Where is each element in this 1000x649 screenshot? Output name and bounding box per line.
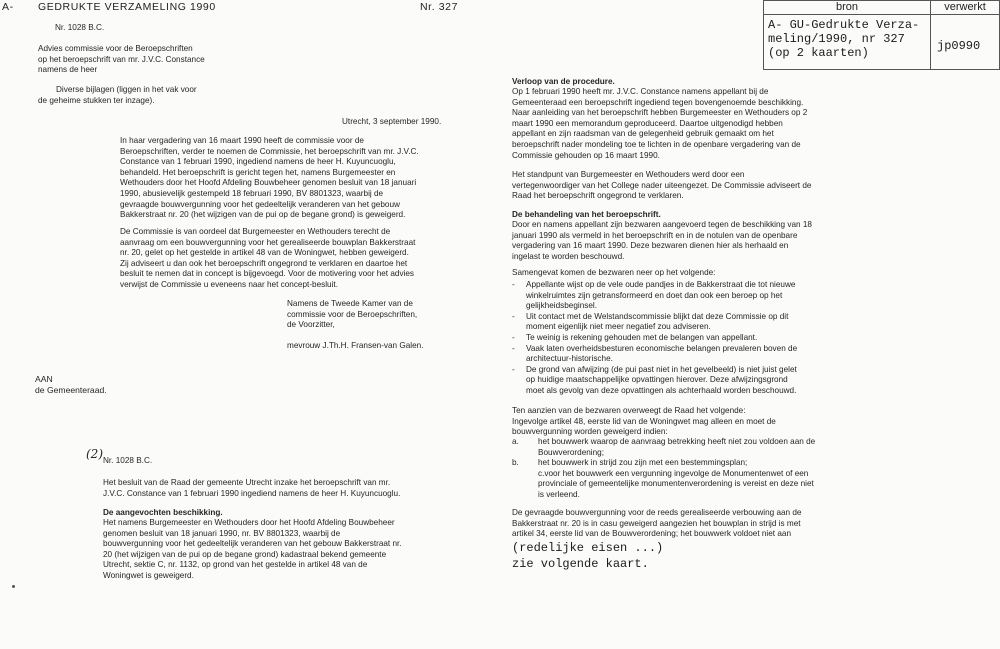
- text-line: aanvraag om een bouwvergunning voor het gerealiseerde bouwplan Bakkerstraat: [120, 237, 416, 247]
- text-line: verwijst de Commissie u eveneens naar het concept-besluit.: [120, 279, 338, 289]
- card2-marker: (2): [86, 447, 103, 461]
- text-line: Constance van 1 februari 1990, ingediend namens de heer H. Kuyuncuoglu,: [120, 157, 396, 167]
- source-header-bron: bron: [764, 1, 931, 15]
- speck-mark: [12, 585, 15, 588]
- text-line: (redelijke eisen ...): [512, 541, 664, 555]
- treatment-heading: De behandeling van het beroepschrift.: [512, 210, 661, 219]
- text-line: Commissie gehouden op 16 maart 1990.: [512, 150, 660, 160]
- text-line: namens de heer: [38, 65, 98, 75]
- text-line: bouwvergunning worden geweigerd indien:: [512, 427, 668, 437]
- document-number: Nr. 327: [420, 1, 459, 13]
- list-dash: -: [512, 364, 515, 374]
- text-line: Bakkerstraat nr. 20 (het wijzigen van de pui op de begane grond) is geweigerd.: [120, 210, 406, 220]
- card2-reference: Nr. 1028 B.C.: [103, 456, 153, 465]
- text-line: c.voor het bouwwerk een vergunning ingevolge de Monumentenwet of een: [538, 468, 809, 478]
- text-line: Bouwverordening;: [538, 447, 604, 457]
- addressee: [35, 374, 107, 395]
- source-table: [763, 0, 1000, 70]
- text-line: Het besluit van de Raad der gemeente Utrecht inzake het beroepschrift van mr.: [103, 478, 391, 487]
- text-line: Naar aanleiding van het beroepschrift hebben Burgemeester en Wethouders op 2: [512, 108, 808, 118]
- text-line: maart 1990 een memorandum geproduceerd. Daartoe uitgenodigd hebben: [512, 118, 783, 128]
- text-line: Ten aanzien van de bezwaren overweegt de Raad het volgende:: [512, 406, 746, 415]
- standpoint-text: [512, 170, 811, 202]
- text-line: vergadering van 16 maart 1990. Deze bezwaren dienen hier als herhaald en: [512, 241, 789, 251]
- text-line: Gemeenteraad een beroepschrift ingediend tegen bovengenoemde beschikking.: [512, 97, 804, 107]
- text-line: 20 (het wijzigen van de pui op de begane grond) kadastraal bekend gemeente: [103, 549, 387, 559]
- text-line: Wethouders door het Hoofd Afdeling Bouwbeheer genomen besluit van 18 januari: [120, 178, 417, 188]
- signatory-name: mevrouw J.Th.H. Fransen-van Galen.: [287, 341, 424, 350]
- text-line: Appellante wijst op de vele oude pandjes in de Bakkerstraat die tot nieuwe: [526, 280, 796, 289]
- list-item: [512, 333, 797, 344]
- text-line: winkelruimtes zijn getransformeerd en doet dan ook een beroep op het: [526, 290, 783, 300]
- text-line: Woningwet is geweigerd.: [103, 570, 194, 580]
- source-reference: [764, 15, 931, 70]
- condition-label: a.: [512, 437, 519, 446]
- text-line: gevraagde bouwvergunning voor het gedeeltelijk veranderen van het gebouw: [120, 199, 400, 209]
- text-line: vertegenwoordiger van het College nader uiteengezet. De Commissie adviseert de: [512, 180, 812, 190]
- text-line: 1990, abusievelijk gestempeld 18 februari 1990, BV 8801323, waarbij de: [120, 188, 384, 198]
- list-dash: -: [512, 343, 515, 353]
- card1-enclosures: [38, 85, 197, 106]
- contested-heading: De aangevochten beschikking.: [103, 508, 223, 517]
- text-line: J.V.C. Constance van 1 februari 1990 ingediend namens de heer H. Kuyuncuoglu.: [103, 488, 401, 498]
- text-line: Beroepschriften, verder te noemen de Commissie, het beroepschrift van mr. J.V.C.: [120, 146, 419, 156]
- text-line: besluit te nemen dat in concept is bijgevoegd. Voor de motivering voor het advies: [120, 269, 415, 279]
- list-item: [512, 344, 797, 365]
- text-line: ingelast te worden beschouwd.: [512, 251, 625, 261]
- text-line: Namens de Tweede Kamer van de: [287, 299, 413, 308]
- text-line: de geheime stukken ter inzage).: [38, 95, 155, 105]
- text-line: Diverse bijlagen (liggen in het vak voor: [56, 85, 197, 94]
- text-line: De gevraagde bouwvergunning voor de reeds gerealiseerde verbouwing aan de: [512, 508, 802, 517]
- source-line: A- GU-Gedrukte Verza-: [768, 18, 920, 32]
- treatment-text: [512, 220, 812, 262]
- signature-block: [287, 299, 417, 331]
- text-line: commissie voor de Beroepschriften,: [287, 309, 418, 319]
- text-line: Bakkerstraat nr. 20 is in casu geweigerd aangezien het bouwplan in strijd is met: [512, 518, 801, 528]
- condition-item: [512, 437, 815, 458]
- text-line: gelijkheidsbeginsel.: [526, 301, 598, 311]
- text-line: De grond van afwijzing (de pui past niet in het gevelbeeld) is niet juist gelet: [526, 364, 797, 374]
- processed-code: jp0990: [931, 15, 1000, 70]
- text-line: In haar vergadering van 16 maart 1990 heeft de commissie voor de: [120, 136, 364, 145]
- text-line: artikel 34, eerste lid van de Bouwverordening; het bouwwerk voldoet niet aan: [512, 529, 791, 539]
- text-line: AAN: [35, 374, 53, 384]
- list-dash: -: [512, 280, 515, 289]
- source-line: meling/1990, nr 327: [768, 32, 905, 46]
- text-line: Op 1 februari 1990 heeft mr. J.V.C. Constance namens appellant bij de: [512, 87, 769, 96]
- text-line: bouwvergunning voor het gedeeltelijk veranderen van het gebouw Bakkerstraat nr.: [103, 539, 402, 549]
- typed-continuation-note: [512, 540, 663, 572]
- text-line: Ingevolge artikel 48, eerste lid van de Woningwet mag alleen en moet de: [512, 416, 776, 426]
- source-line: (op 2 kaarten): [768, 46, 869, 60]
- text-line: moment eigenlijk niet meer negatief zou adviseren.: [526, 322, 711, 332]
- text-line: beroepschrift nader mondeling toe te lichten in de openbare vergadering van de: [512, 139, 801, 149]
- considerations-text: [512, 406, 776, 438]
- list-dash: -: [512, 311, 515, 321]
- conditions-list: [512, 437, 815, 501]
- card1-paragraph-2: [120, 227, 415, 291]
- text-line: appellant en zijn raadsman van de gelegenheid gebruik gemaakt om het: [512, 129, 774, 139]
- procedure-text: [512, 87, 807, 161]
- text-line: is verleend.: [538, 489, 580, 499]
- list-item: [512, 280, 797, 312]
- card2-intro: [103, 478, 400, 499]
- text-line: moet als gevolg van deze opvattingen als achterhaald worden beschouwd.: [526, 385, 797, 395]
- text-line: op het beroepschrift van mr. J.V.C. Constance: [38, 54, 205, 64]
- condition-label: b.: [512, 458, 519, 468]
- text-line: de Gemeenteraad.: [35, 384, 107, 395]
- place-date: Utrecht, 3 september 1990.: [342, 117, 442, 126]
- text-line: januari 1990 als vermeld in het beroepschrift en in de notulen van de openbare: [512, 230, 798, 240]
- text-line: Vaak laten overheidsbesturen economische belangen prevaleren boven de: [526, 343, 798, 353]
- list-item: [512, 312, 797, 333]
- objections-list: [512, 280, 797, 397]
- card1-subject: [38, 44, 205, 76]
- text-line: architectuur-historische.: [526, 354, 613, 364]
- text-line: Te weinig is rekening gehouden met de belangen van appellant.: [526, 332, 758, 342]
- condition-item: [512, 458, 815, 500]
- text-line: Zij adviseert u dan ook het beroepschrift ongegrond te verklaren en daartoe het: [120, 258, 408, 268]
- card1-reference: Nr. 1028 B.C.: [55, 23, 105, 32]
- text-line: Het standpunt van Burgemeester en Wethouders werd door een: [512, 170, 745, 179]
- summary-intro: Samengevat komen de bezwaren neer op het volgende:: [512, 268, 716, 277]
- card1-paragraph-1: [120, 136, 419, 221]
- text-line: genomen besluit van 18 januari 1990, nr. BV 8801323, waarbij de: [103, 528, 341, 538]
- procedure-heading: Verloop van de procedure.: [512, 77, 615, 86]
- text-line: provinciale of gemeentelijke monumentenverordening is vereist en deze niet: [538, 479, 814, 489]
- text-line: Door en namens appellant zijn bezwaren aangevoerd tegen de beschikking van 18: [512, 220, 812, 229]
- text-line: het bouwwerk waarop de aanvraag betrekking heeft niet zou voldoen aan de: [538, 437, 816, 446]
- text-line: Advies commissie voor de Beroepschriften: [38, 44, 193, 53]
- text-line: Raad het beroepschrift ongegrond te verklaren.: [512, 191, 684, 201]
- list-item: [512, 365, 797, 397]
- header-prefix: A-: [2, 1, 14, 13]
- text-line: behandeld. Het beroepschrift is gericht tegen het, namens Burgemeester en: [120, 167, 396, 177]
- contested-decision: [103, 518, 402, 582]
- text-line: Utrecht, sektie C, nr. 1132, op grond van het gestelde in artikel 48 van de: [103, 560, 368, 570]
- text-line: Het namens Burgemeester en Wethouders door het Hoofd Afdeling Bouwbeheer: [103, 518, 395, 527]
- text-line: Uit contact met de Welstandscommissie blijkt dat deze Commissie op dit: [526, 311, 789, 321]
- text-line: de Voorzitter,: [287, 320, 335, 330]
- refusal-text: [512, 508, 802, 540]
- text-line: het bouwwerk in strijd zou zijn met een bestemmingsplan;: [538, 458, 748, 468]
- list-dash: -: [512, 332, 515, 342]
- text-line: De Commissie is van oordeel dat Burgemeester en Wethouders terecht de: [120, 227, 391, 236]
- document-title: GEDRUKTE VERZAMELING 1990: [38, 1, 216, 13]
- text-line: op huidige maatschappelijke opvattingen hierover. Deze afwijzingsgrond: [526, 375, 788, 385]
- text-line: zie volgende kaart.: [512, 557, 649, 571]
- source-header-verwerkt: verwerkt: [931, 1, 1000, 15]
- text-line: nr. 20, gelet op het gestelde in artikel 48 van de Woningwet, hebben geweigerd.: [120, 248, 409, 258]
